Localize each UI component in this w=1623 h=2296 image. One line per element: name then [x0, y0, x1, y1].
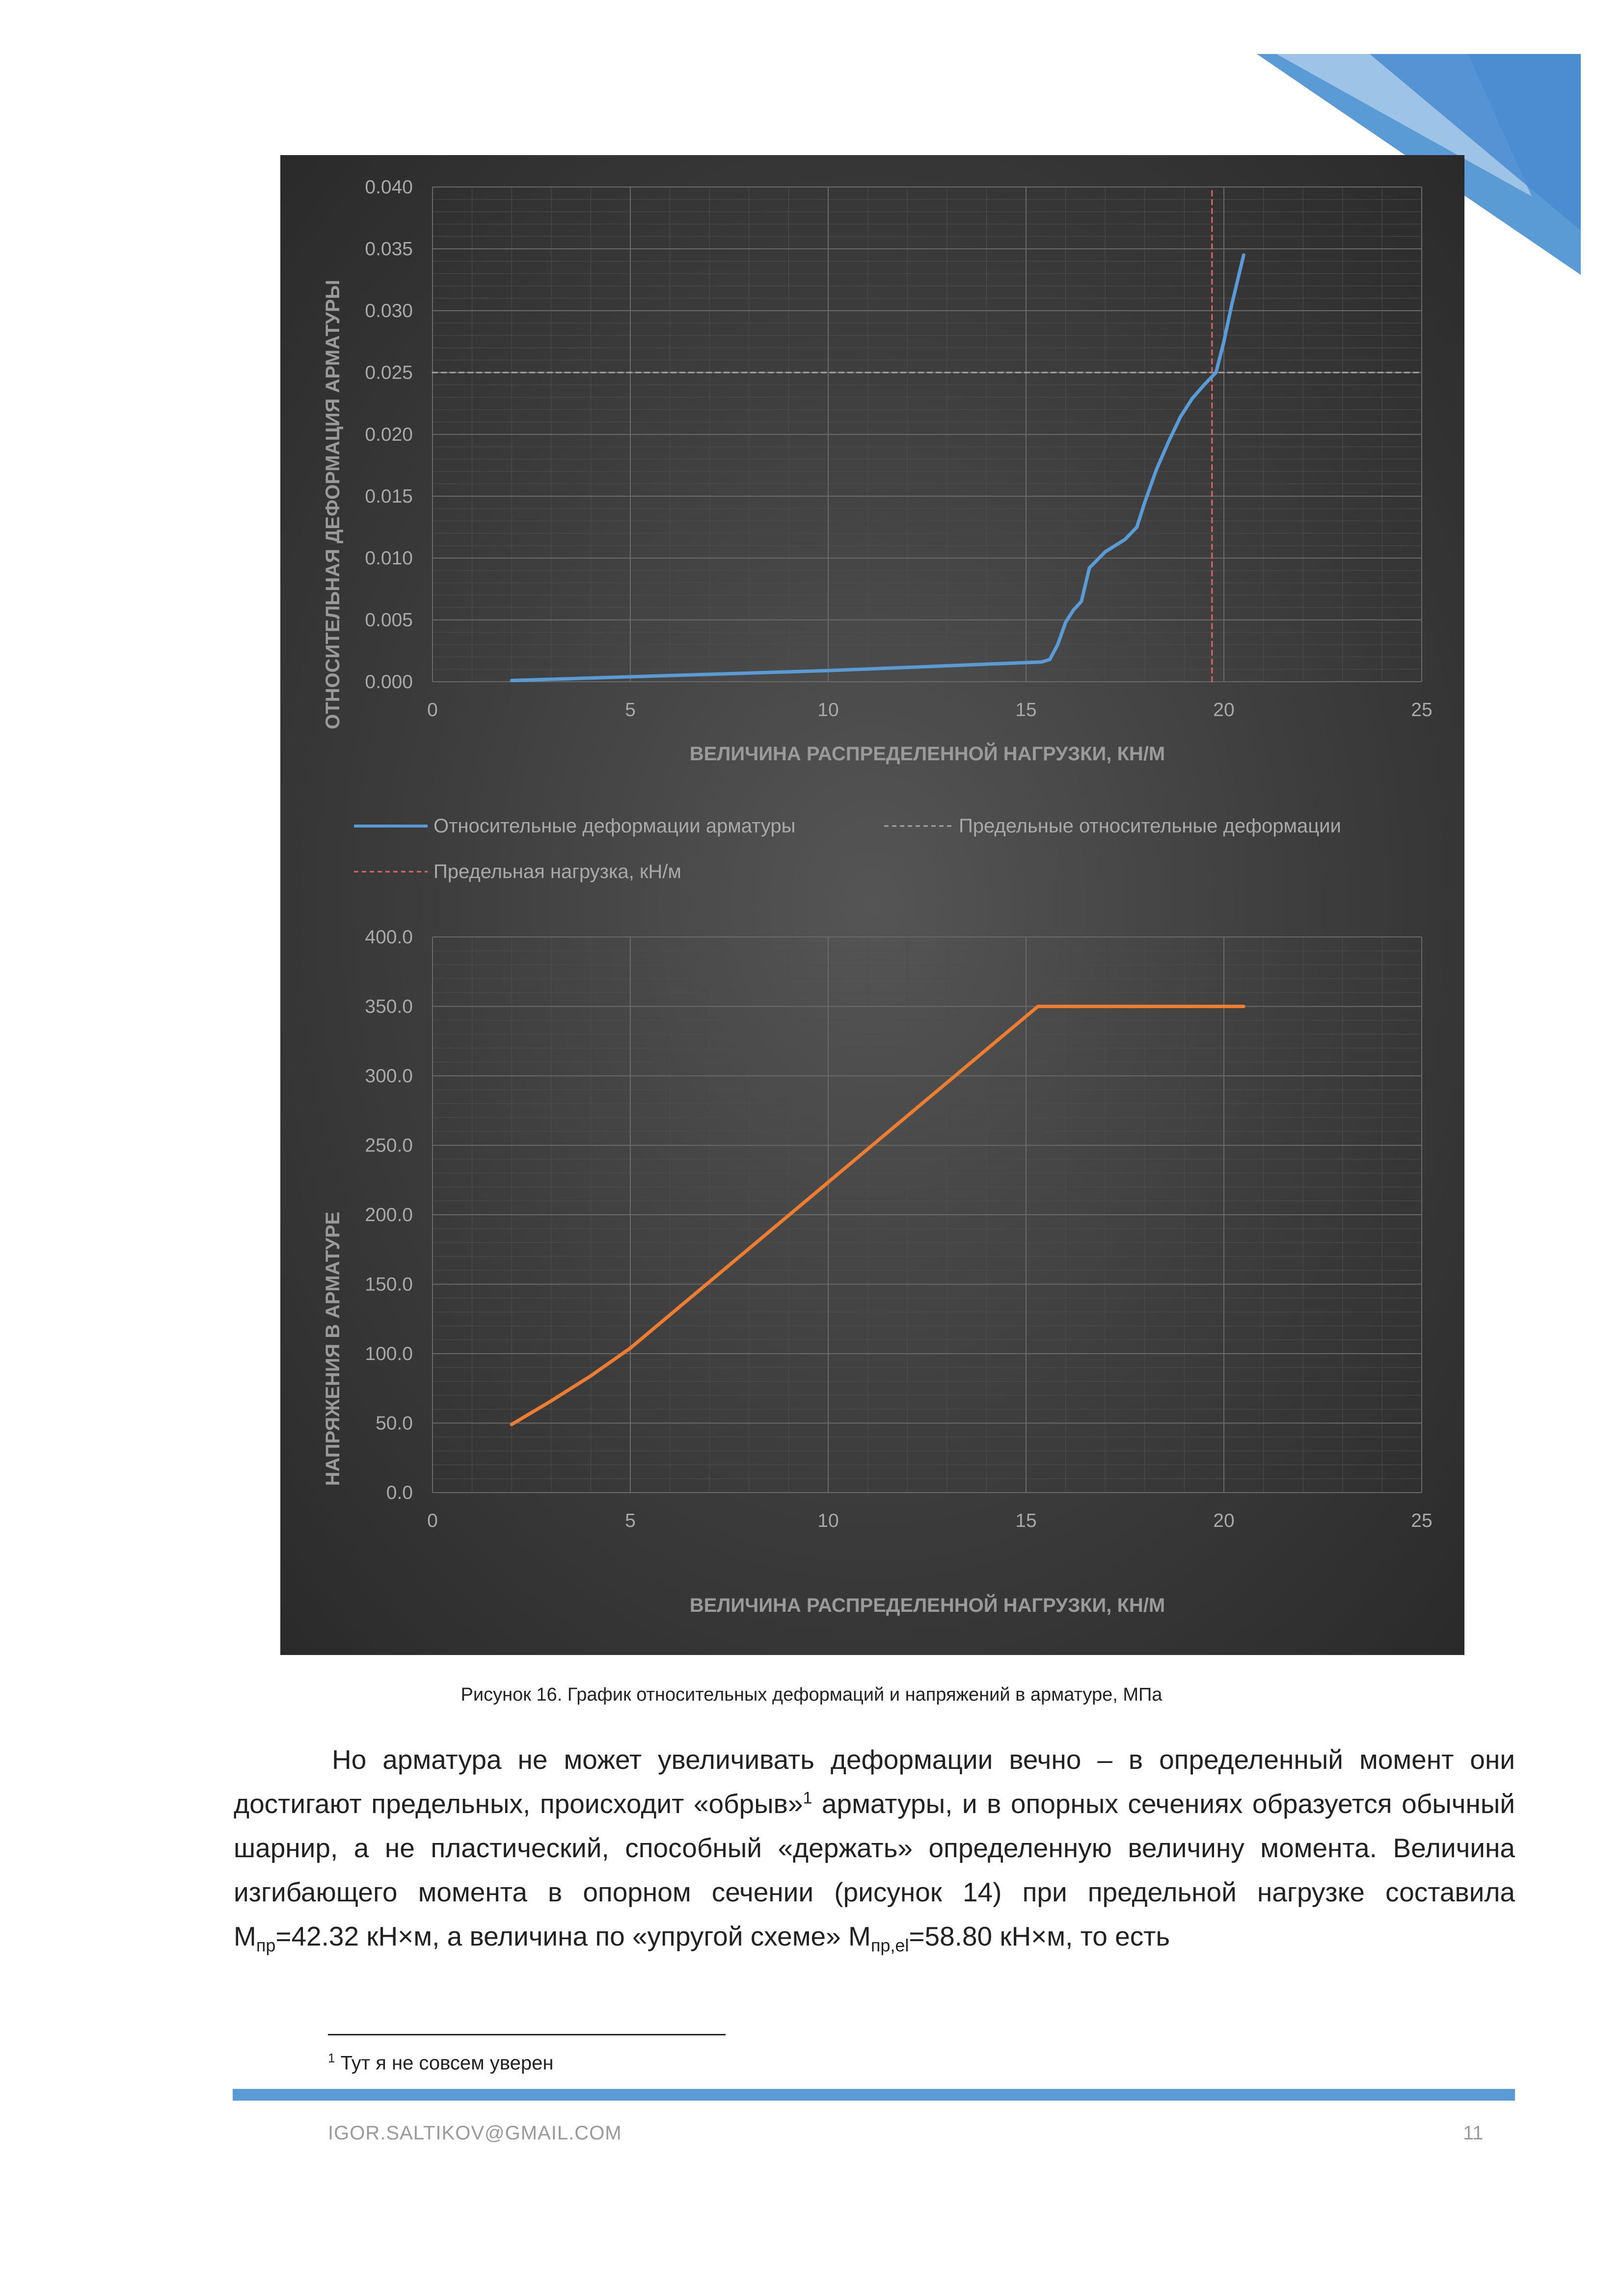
paragraph-text-2: арматуры, и в опорных сечениях образуется обычный шарнир, а не пластический, способный «держать» определенную величину момента. Величина изгибающего момента в опорном сечении (рисунок 14) при предельной нагрузке составила M [234, 1789, 1515, 1951]
chart1-grid [433, 187, 1422, 682]
paragraph-text-1: Но арматура не может увеличивать деформации вечно – в определенный момент они достигают предельных, происходит «обрыв» [234, 1744, 1515, 1819]
footnote-separator [328, 2034, 726, 2035]
chart2-y-tick-label: 300.0 [365, 1066, 413, 1087]
chart2-x-tick-label: 25 [1411, 1510, 1433, 1531]
chart2-y-tick-label: 50.0 [376, 1413, 413, 1434]
chart2-y-tick-label: 400.0 [365, 927, 413, 948]
chart2-y-tick-label: 150.0 [365, 1274, 413, 1295]
chart1-y-tick-label: 0.000 [365, 671, 413, 693]
chart2-y-tick-label: 250.0 [365, 1135, 413, 1156]
legend-label-deformation: Относительные деформации арматуры [433, 815, 796, 837]
footer-email[interactable]: IGOR.SALTIKOV@GMAIL.COM [328, 2122, 622, 2144]
body-paragraph [234, 1737, 1515, 1958]
chart1-x-tick-label: 25 [1411, 699, 1433, 721]
chart2-y-tick-label: 350.0 [365, 996, 413, 1017]
figure-charts [280, 155, 1464, 1655]
chart2-x-tick-label: 10 [817, 1510, 839, 1531]
legend-label-limit-deformation: Предельные относительные деформации [959, 815, 1341, 837]
charts-canvas [280, 155, 1464, 1655]
chart1-y-tick-label: 0.030 [365, 300, 413, 321]
subscript-mpr-el: пр,el [870, 1935, 909, 1955]
chart1-series [512, 255, 1244, 681]
chart2-y-tick-label: 200.0 [365, 1204, 413, 1226]
chart2-x-axis-title: ВЕЛИЧИНА РАСПРЕДЕЛЕННОЙ НАГРУЗКИ, КН/М [689, 1595, 1165, 1616]
chart1-x-tick-label: 10 [817, 699, 839, 721]
chart2-x-tick-label: 20 [1213, 1510, 1235, 1531]
chart1-x-tick-label: 5 [625, 699, 636, 721]
chart2-series [512, 1007, 1244, 1425]
subscript-mpr: пр [256, 1935, 276, 1955]
chart1-x-tick-label: 15 [1015, 699, 1037, 721]
figure-caption: Рисунок 16. График относительных деформаций и напряжений в арматуре, МПа [460, 1684, 1163, 1705]
chart2-x-tick-label: 15 [1015, 1510, 1037, 1531]
chart1-x-tick-label: 0 [427, 699, 438, 721]
footnote-number: 1 [328, 2051, 335, 2065]
chart1-y-tick-label: 0.005 [365, 610, 413, 631]
chart2-series-line-0 [512, 1007, 1244, 1425]
chart2-y-axis-title: НАПРЯЖЕНИЯ В АРМАТУРЕ [322, 1211, 344, 1486]
chart1-x-axis-title: ВЕЛИЧИНА РАСПРЕДЕЛЕННОЙ НАГРУЗКИ, КН/М [689, 743, 1165, 765]
chart1-series-line-0 [512, 255, 1244, 681]
chart2-x-tick-label: 0 [427, 1510, 438, 1531]
chart1-legend [354, 815, 1341, 882]
chart2-ticks [365, 927, 1432, 1531]
chart1-y-tick-label: 0.040 [365, 177, 413, 198]
paragraph-text-4: =58.80 кН×м, то есть [909, 1921, 1170, 1951]
chart1-x-tick-label: 20 [1213, 699, 1235, 721]
chart2-y-tick-label: 0.0 [386, 1482, 413, 1503]
page-number: 11 [1463, 2122, 1484, 2144]
chart2-grid [433, 937, 1422, 1493]
footnote [328, 2051, 553, 2074]
footnote-text: Тут я не совсем уверен [335, 2052, 554, 2074]
chart2-x-tick-label: 5 [625, 1510, 636, 1531]
footnote-reference[interactable]: 1 [803, 1789, 812, 1808]
chart1-y-tick-label: 0.035 [365, 239, 413, 260]
chart2-y-tick-label: 100.0 [365, 1343, 413, 1364]
chart1-y-axis-title: ОТНОСИТЕЛЬНАЯ ДЕФОРМАЦИЯ АРМАТУРЫ [322, 280, 344, 729]
chart1-y-tick-label: 0.020 [365, 424, 413, 445]
chart1-y-tick-label: 0.010 [365, 548, 413, 569]
chart1-y-tick-label: 0.015 [365, 486, 413, 507]
paragraph-text-3: =42.32 кН×м, а величина по «упругой схеме» M [275, 1921, 871, 1951]
legend-label-limit-load: Предельная нагрузка, кН/м [433, 861, 681, 882]
footer-accent-bar [233, 2089, 1515, 2101]
chart1-y-tick-label: 0.025 [365, 362, 413, 383]
chart1-ticks [365, 177, 1432, 721]
